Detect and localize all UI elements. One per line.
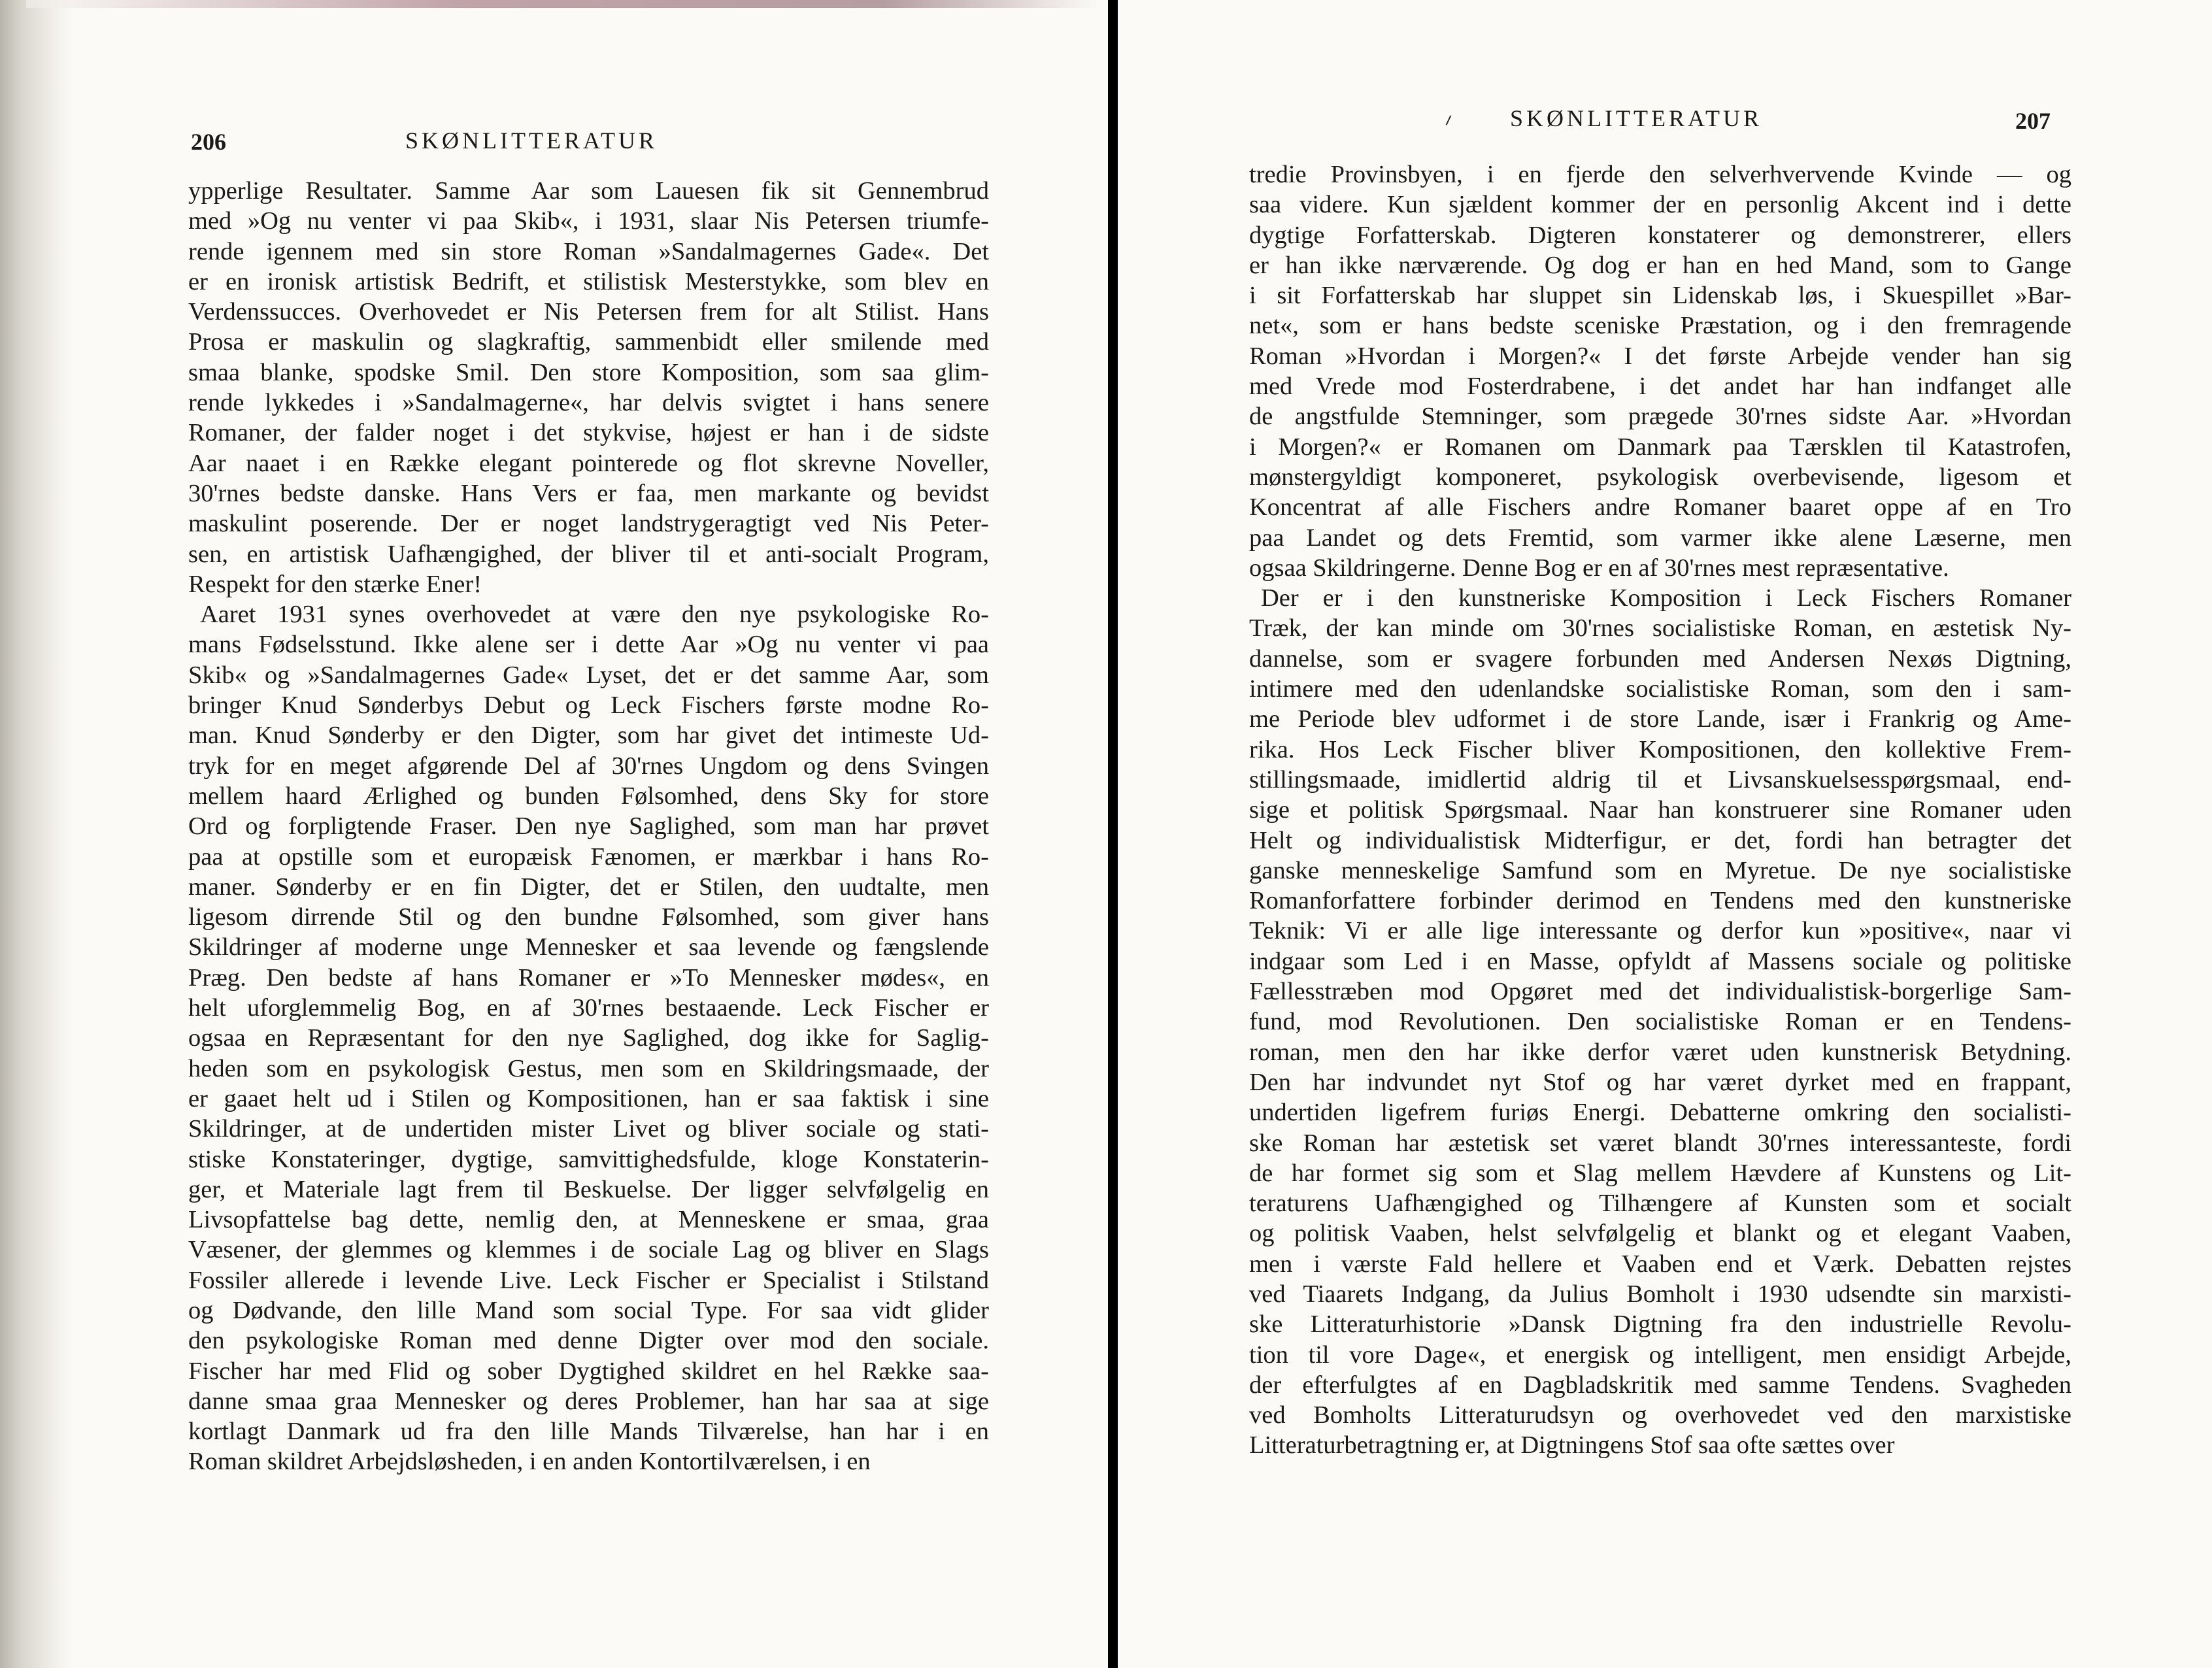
text-line: ypperlige Resultater. Samme Aar som Lauesen fik sit Gennembrud xyxy=(188,177,989,205)
text-line: bringer Knud Sønderbys Debut og Leck Fischers første modne Ro- xyxy=(188,692,989,720)
text-line: Verdenssucces. Overhovedet er Nis Petersen frem for alt Stilist. Hans xyxy=(188,298,989,326)
text-line: ger, et Materiale lagt frem til Beskuelse. Der ligger selvfølgelig en xyxy=(188,1175,989,1203)
text-line: maner. Sønderby er en fin Digter, det er Stilen, den uudtalte, men xyxy=(188,873,989,901)
text-line: Teknik: Vi er alle lige interessante og derfor kun »positive«, naar vi xyxy=(1249,917,2071,945)
text-line: kortlagt Danmark ud fra den lille Mands Tilværelse, han har i en xyxy=(188,1418,989,1446)
text-line: og Dødvande, den lille Mand som social Type. For saa vidt glider xyxy=(188,1296,989,1324)
text-line: den psykologiske Roman med denne Digter over mod den sociale. xyxy=(188,1327,989,1355)
text-line: er en ironisk artistisk Bedrift, et stilistisk Mesterstykke, som blev en xyxy=(188,267,989,295)
text-line: med »Og nu venter vi paa Skib«, i 1931, slaar Nis Petersen triumfe- xyxy=(188,207,989,235)
text-line: paa Landet og dets Fremtid, som varmer ikke alene Læserne, men xyxy=(1249,524,2071,552)
text-line: mans Fødselsstund. Ikke alene ser i dette Aar »Og nu venter vi paa xyxy=(188,631,989,659)
text-line: helt uforglemmelig Bog, en af 30'rnes bestaaende. Leck Fischer er xyxy=(188,994,989,1022)
text-line: Livsopfattelse bag dette, nemlig den, at Menneskene er smaa, graa xyxy=(188,1206,989,1234)
text-line: Skib« og »Sandalmagernes Gade« Lyset, det er det samme Aar, som xyxy=(188,661,989,689)
text-line: rende igennem med sin store Roman »Sandalmagernes Gade«. Det xyxy=(188,237,989,265)
text-line: tryk for en meget afgørende Del af 30'rnes Ungdom og dens Svingen xyxy=(188,752,989,780)
text-line: i Morgen?« er Romanen om Danmark paa Tærsklen til Katastrofen, xyxy=(1249,433,2071,461)
text-line: tion til vore Dage«, et energisk og intelligent, men ensidigt Arbejde, xyxy=(1249,1341,2071,1369)
running-header: SKØNLITTERATUR xyxy=(1510,105,1762,131)
text-line: roman, men den har ikke derfor været uden kunstnerisk Betydning. xyxy=(1249,1038,2071,1066)
text-line: ved Tiaarets Indgang, da Julius Bomholt i 1930 udsendte sin marxisti- xyxy=(1249,1280,2071,1308)
text-line: me Periode blev udformet i de store Lande, især i Frankrig og Ame- xyxy=(1249,705,2071,733)
text-line: Litteraturbetragtning er, at Digtningens Stof saa ofte sættes over xyxy=(1249,1431,1895,1460)
text-line: i sit Forfatterskab har sluppet sin Lidenskab løs, i Skuespillet »Bar- xyxy=(1249,282,2071,310)
text-line: er gaaet helt ud i Stilen og Kompositionen, han er saa faktisk i sine xyxy=(188,1084,989,1112)
text-line: Præg. Den bedste af hans Romaner er »To Mennesker mødes«, en xyxy=(188,963,989,992)
running-header: SKØNLITTERATUR xyxy=(405,127,658,154)
text-line: de har formet sig som et Slag mellem Hævdere af Kunstens og Lit- xyxy=(1249,1159,2071,1187)
text-line: mønstergyldigt komponeret, psykologisk overbevisende, ligesom et xyxy=(1249,463,2071,491)
text-line: ske Roman har æstetisk set været blandt 30'rnes interessanteste, fordi xyxy=(1249,1129,2071,1157)
text-line: Der er i den kunstneriske Komposition i Leck Fischers Romaner xyxy=(1261,584,2071,612)
text-line: ganske menneskelige Samfund som en Myretue. De nye socialistiske xyxy=(1249,856,2071,884)
page-number: 206 xyxy=(191,129,226,155)
text-line: er han ikke nærværende. Og dog er han en hed Mand, som to Gange xyxy=(1249,251,2071,279)
text-line: Skildringer af moderne unge Mennesker et saa levende og fængslende xyxy=(188,933,989,961)
text-line: Skildringer, at de undertiden mister Livet og bliver sociale og stati- xyxy=(188,1115,989,1143)
text-line: smaa blanke, spodske Smil. Den store Komposition, som saa glim- xyxy=(188,358,989,386)
text-line: maskulint poserende. Der er noget landstrygeragtigt ved Nis Peter- xyxy=(188,510,989,538)
text-line: rika. Hos Leck Fischer bliver Kompositionen, den kollektive Frem- xyxy=(1249,735,2071,763)
text-line: stiske Konstateringer, dygtige, samvittighedsfulde, kloge Konstaterin- xyxy=(188,1145,989,1173)
text-line: net«, som er hans bedste sceniske Præstation, og i den fremragende xyxy=(1249,312,2071,340)
text-line: undertiden ligefrem furiøs Energi. Debatterne omkring den socialisti- xyxy=(1249,1099,2071,1127)
text-line: ske Litteraturhistorie »Dansk Digtning fra den industrielle Revolu- xyxy=(1249,1310,2071,1339)
text-line: danne smaa graa Mennesker og deres Problemer, han har saa at sige xyxy=(188,1387,989,1415)
body-text xyxy=(188,176,989,1477)
text-line: Roman »Hvordan i Morgen?« I det første Arbejde vender han sig xyxy=(1249,342,2071,370)
text-line: dannelse, som er svagere forbunden med Andersen Nexøs Digtning, xyxy=(1249,644,2071,673)
text-line: Roman skildret Arbejdsløsheden, i en anden Kontortilværelsen, i en xyxy=(188,1448,871,1476)
text-line: men i værste Fald hellere et Vaaben end et Værk. Debatten rejstes xyxy=(1249,1250,2071,1278)
text-line: ved Bomholts Litteraturudsyn og overhovedet ved den marxistiske xyxy=(1249,1401,2071,1429)
text-line: ligesom dirrende Stil og den bundne Følsomhed, som giver hans xyxy=(188,903,989,931)
text-line: man. Knud Sønderby er den Digter, som har givet det intimeste Ud- xyxy=(188,722,989,750)
text-line: sen, en artistisk Uafhængighed, der bliver til et anti-socialt Program, xyxy=(188,540,989,568)
page-number: 207 xyxy=(2015,108,2051,134)
text-line: ogsaa en Repræsentant for den nye Saglighed, dog ikke for Saglig- xyxy=(188,1024,989,1052)
text-line: med Vrede mod Fosterdrabene, i det andet har han indfanget alle xyxy=(1249,373,2071,401)
text-line: rende lykkedes i »Sandalmagerne«, har delvis svigtet i hans senere xyxy=(188,389,989,417)
text-line: 30'rnes bedste danske. Hans Vers er faa, men markante og bevidst xyxy=(188,479,989,507)
text-line: Helt og individualistisk Midterfigur, er det, fordi han betragter det xyxy=(1249,826,2071,854)
text-line: Træk, der kan minde om 30'rnes socialistiske Roman, en æstetisk Ny- xyxy=(1249,614,2071,642)
text-line: de angstfulde Stemninger, som prægede 30'rnes sidste Aar. »Hvordan xyxy=(1249,403,2071,431)
text-line: heden som en psykologisk Gestus, men som en Skildringsmaade, der xyxy=(188,1054,989,1082)
text-line: Koncentrat af alle Fischers andre Romaner baaret oppe af en Tro xyxy=(1249,493,2071,522)
text-line: tredie Provinsbyen, i en fjerde den selverhvervende Kvinde — og xyxy=(1249,161,2071,188)
text-line: ogsaa Skildringerne. Denne Bog er en af 30'rnes mest repræsentative. xyxy=(1249,554,1949,582)
text-line: Den har indvundet nyt Stof og har været dyrket med en frappant, xyxy=(1249,1068,2071,1096)
text-line: paa at opstille som et europæisk Fænomen, er mærkbar i hans Ro- xyxy=(188,842,989,871)
text-line: Fossiler allerede i levende Live. Leck Fischer er Specialist i Stilstand xyxy=(188,1266,989,1294)
ink-mark xyxy=(1446,115,1452,125)
text-line: sige et politisk Spørgsmaal. Naar han konstruerer sine Romaner uden xyxy=(1249,796,2071,824)
text-line: der efterfulgtes af en Dagbladskritik med samme Tendens. Svagheden xyxy=(1249,1371,2071,1399)
text-line: stillingsmaade, imidlertid aldrig til et Livsanskuelsesspørgsmaal, end- xyxy=(1249,765,2071,793)
text-line: Ord og forpligtende Fraser. Den nye Saglighed, som man har prøvet xyxy=(188,812,989,841)
text-line: Væsener, der glemmes og klemmes i de sociale Lag og bliver en Slags xyxy=(188,1236,989,1264)
text-line: Romaner, der falder noget i det stykvise, højest er han i de sidste xyxy=(188,419,989,447)
right-page xyxy=(1118,0,2212,1668)
text-line: mellem haard Ærlighed og bunden Følsomhed, dens Sky for store xyxy=(188,782,989,810)
text-line: dygtige Forfatterskab. Digteren konstaterer og demonstrerer, ellers xyxy=(1249,221,2071,249)
text-line: Aaret 1931 synes overhovedet at være den nye psykologiske Ro- xyxy=(200,601,989,629)
text-line: og politisk Vaaben, helst selvfølgelig et blankt og et elegant Vaaben, xyxy=(1249,1220,2071,1248)
text-line: indgaar som Led i en Masse, opfyldt af Massens sociale og politiske xyxy=(1249,947,2071,975)
text-line: Fischer har med Flid og sober Dygtighed skildret en hel Række saa- xyxy=(188,1357,989,1385)
text-line: teraturens Uafhængighed og Tilhængere af Kunsten som et socialt xyxy=(1249,1190,2071,1218)
text-line: intimere med den udenlandske socialistiske Roman, som den i sam- xyxy=(1249,675,2071,703)
text-line: saa videre. Kun sjældent kommer der en personlig Akcent ind i dette xyxy=(1249,191,2071,219)
text-line: Romanforfattere forbinder derimod en Tendens med den kunstneriske xyxy=(1249,887,2071,915)
text-line: Respekt for den stærke Ener! xyxy=(188,570,482,598)
text-line: Fællesstræben mod Opgøret med det individualistisk-borgerlige Sam- xyxy=(1249,978,2071,1006)
text-line: Prosa er maskulin og slagkraftig, sammenbidt eller smilende med xyxy=(188,328,989,356)
text-line: Aar naaet i en Række elegant pointerede og flot skrevne Noveller, xyxy=(188,449,989,477)
body-text xyxy=(1249,159,2071,1461)
text-line: fund, mod Revolutionen. Den socialistiske Roman er en Tendens- xyxy=(1249,1008,2071,1036)
